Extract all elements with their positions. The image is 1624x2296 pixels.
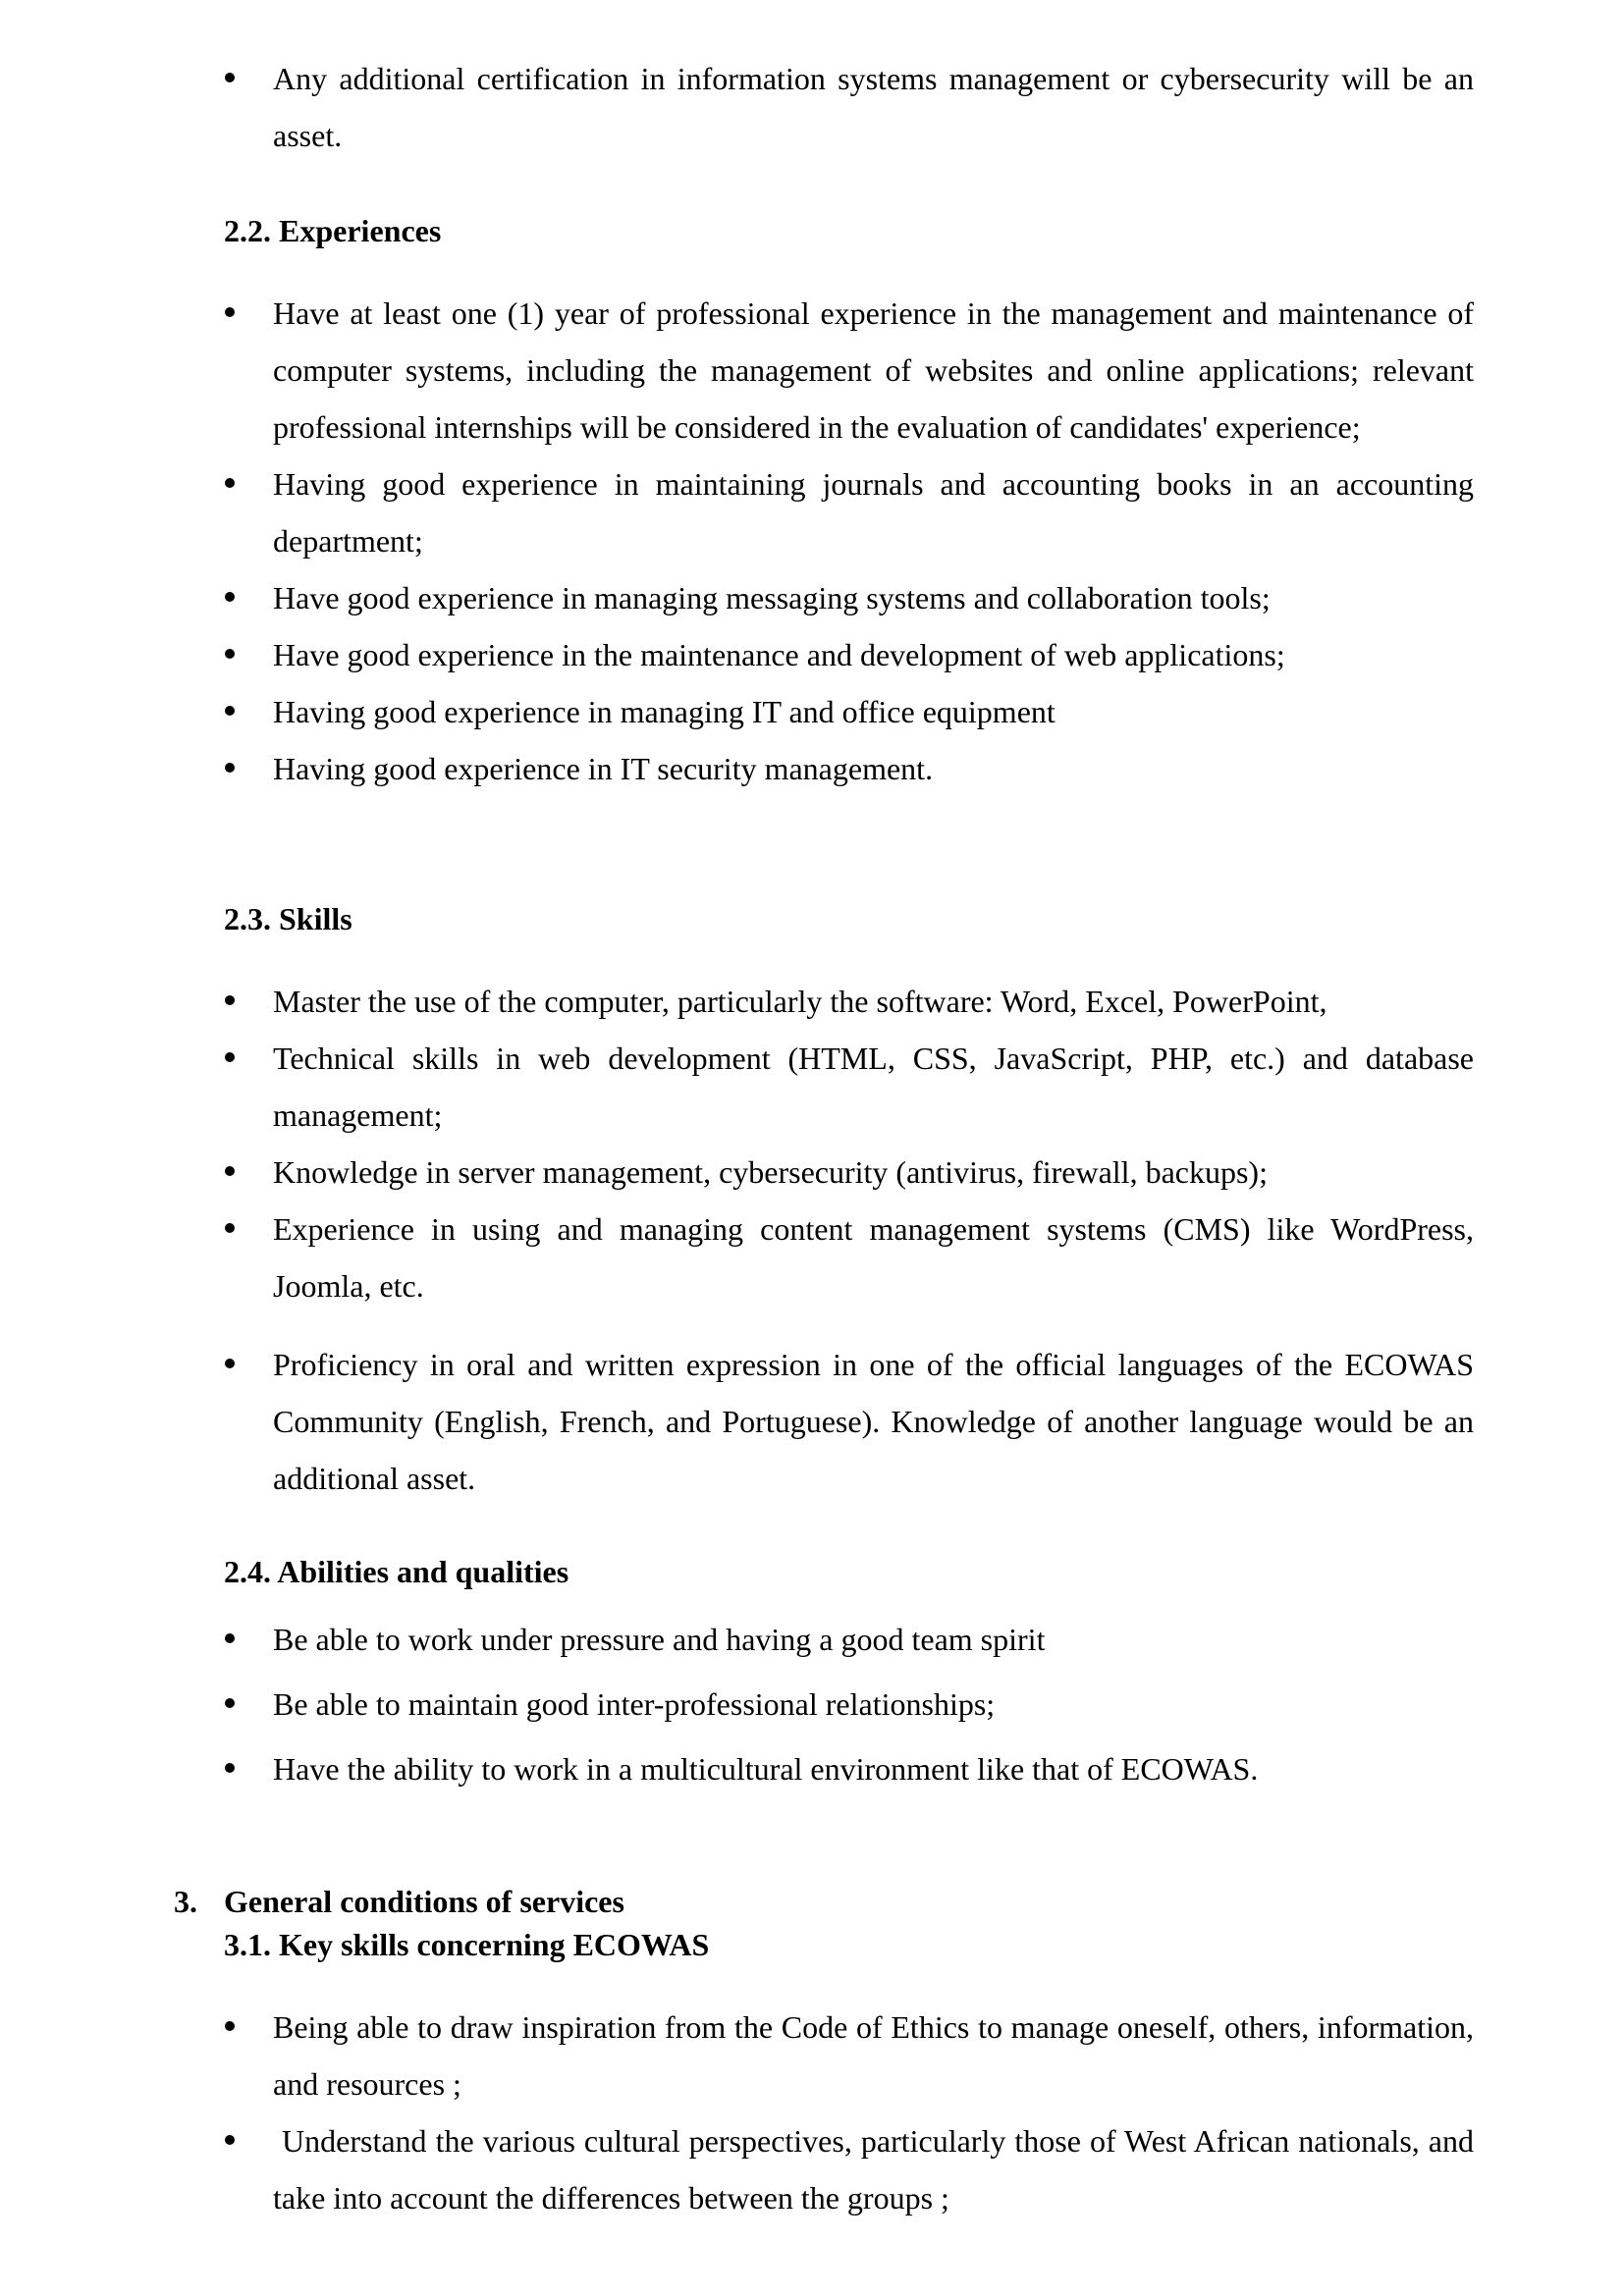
- bullet-icon: [225, 1763, 235, 1773]
- list-3-1: [0, 1999, 1624, 2226]
- list-2-3: [0, 973, 1624, 1507]
- bullet-icon: [225, 2021, 235, 2031]
- list-2-2: [0, 285, 1624, 797]
- list-item: Have the ability to work in a multicultural environment like that of ECOWAS.: [273, 1740, 1474, 1797]
- section-title: General conditions of services: [224, 1884, 624, 1919]
- list-item: Master the use of the computer, particularly the software: Word, Excel, PowerPoint,: [273, 973, 1474, 1030]
- section-heading-3-1: 3.1. Key skills concerning ECOWAS: [224, 1927, 710, 1962]
- list-item: Technical skills in web development (HTML, CSS, JavaScript, PHP, etc.) and database management;: [273, 1030, 1474, 1144]
- list-item: Knowledge in server management, cybersecurity (antivirus, firewall, backups);: [273, 1144, 1474, 1201]
- bullet-icon: [225, 1698, 235, 1708]
- section-heading-2-3: 2.3. Skills: [224, 901, 352, 936]
- list-item: Have good experience in the maintenance and development of web applications;: [273, 626, 1474, 683]
- bullet-icon: [225, 649, 235, 659]
- section-heading-2-4: 2.4. Abilities and qualities: [224, 1554, 569, 1589]
- bullet-icon: [225, 478, 235, 488]
- bullet-icon: [225, 307, 235, 317]
- list-item: Have at least one (1) year of professional experience in the management and maintenance of computer systems, including the management of websites and online applications; relevant professional internships will be considered in the evaluation of candidates' experience;: [273, 285, 1474, 455]
- section-number: 3.: [174, 1884, 197, 1919]
- list-item: Be able to maintain good inter-professional relationships;: [273, 1676, 1474, 1733]
- bullet-icon: [225, 1359, 235, 1368]
- bullet-icon: [225, 995, 235, 1005]
- spacer: [0, 1668, 1624, 1676]
- bullet-icon: [225, 706, 235, 716]
- spacer: [0, 1733, 1624, 1740]
- list-item: Understand the various cultural perspectives, particularly those of West African nationals, and take into account the differences between the groups ;: [273, 2112, 1474, 2226]
- bullet-icon: [225, 1223, 235, 1233]
- bullet-icon: [225, 2135, 235, 2145]
- list-item: Having good experience in IT security management.: [273, 740, 1474, 797]
- list-item: Having good experience in maintaining journals and accounting books in an accounting department;: [273, 455, 1474, 569]
- bullet-icon: [225, 763, 235, 773]
- bullet-icon: [225, 592, 235, 602]
- list-item: Having good experience in managing IT and office equipment: [273, 683, 1474, 740]
- list-2-1: [0, 50, 1624, 164]
- spacer: [0, 1314, 1624, 1336]
- bullet-icon: [225, 1166, 235, 1176]
- list-item: Experience in using and managing content management systems (CMS) like WordPress, Joomla, etc.: [273, 1201, 1474, 1314]
- list-item: Proficiency in oral and written expression in one of the official languages of the ECOWAS Community (English, French, and Portuguese). Knowledge of another language would be an additional asset.: [273, 1336, 1474, 1507]
- list-item: Any additional certification in information systems management or cybersecurity will be an asset.: [273, 50, 1474, 164]
- bullet-icon: [225, 1633, 235, 1643]
- bullet-icon: [225, 73, 235, 82]
- section-heading-3: [174, 1880, 624, 1923]
- list-item: Being able to draw inspiration from the Code of Ethics to manage oneself, others, information, and resources ;: [273, 1999, 1474, 2112]
- section-heading-2-2: 2.2. Experiences: [224, 213, 442, 248]
- list-item: Be able to work under pressure and having a good team spirit: [273, 1611, 1474, 1668]
- list-2-4: [0, 1611, 1624, 1797]
- bullet-icon: [225, 1052, 235, 1062]
- list-item: Have good experience in managing messaging systems and collaboration tools;: [273, 569, 1474, 626]
